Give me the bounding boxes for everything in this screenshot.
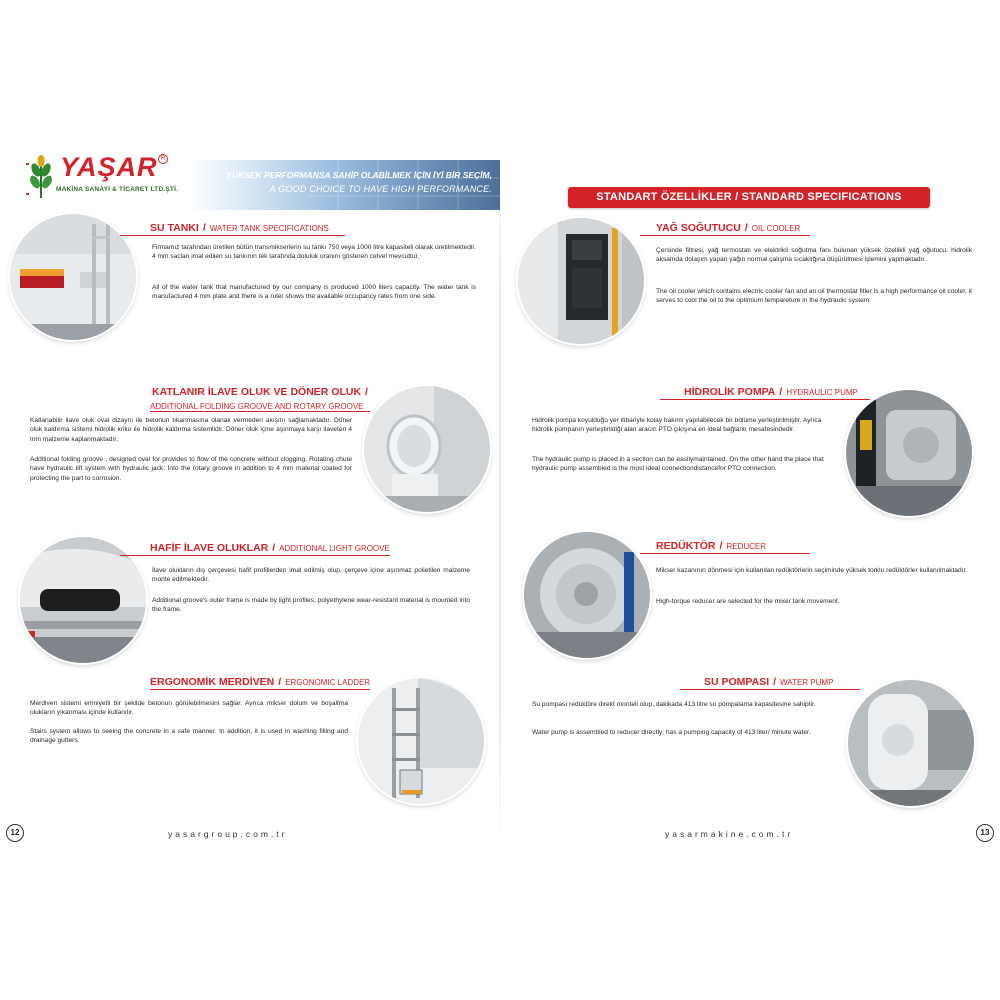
water-pump-photo — [848, 680, 974, 806]
oil-cooler-text-tr: Çersinde filtresi, yağ termostatı ve elektrikli soğutma fanı bulunan yüksek özellikli yağ oğutucu, hidrolik aksamda dolaşım yapan yağın normal çalışma sıcaklığına düşürülmesi işlemini yapmaktadır. — [656, 247, 972, 264]
logo-brand-text: YAŞAR — [60, 152, 158, 182]
registered-mark: R — [158, 154, 168, 164]
section-underline — [640, 553, 810, 554]
light-groove-text-tr: İlave olukların dış çerçevesi hafif profillerden imal edilmiş olup, çerçeve içine aşınmaz polietilen malzeme monte edilmektedir. — [152, 567, 470, 584]
ladder-photo — [358, 678, 484, 804]
water-pump-text-en: Water pump is assembled to reducer directly; has a pumping capacity of 413 liter/ minute water. — [532, 729, 811, 736]
section-underline — [680, 689, 860, 690]
water-tank-photo — [10, 214, 136, 340]
section-title-oil-cooler: YAĞ SOĞUTUCU / OIL COOLER — [656, 222, 801, 234]
water-tank-text-tr: Firmamız tarafından üretilen bütün transmikserlerin su tankı 750 veya 1000 litre kapasiteli olarak üretilmektedir. 4 mm saclan imal edilen su tankının tek tarafında doluluk oranını gösteren cetvel mevcuttur. — [152, 244, 476, 261]
logo-company-name: MAKİNA SANAYİ & TİCARET LTD.ŞTİ. — [56, 186, 179, 193]
water-pump-text-tr: Su pompası redüktöre direkt monteli olup, dakikada 413 litre su pompalama kapasitesine sahiptir. — [532, 701, 816, 708]
header-banner — [188, 160, 500, 210]
section-underline — [150, 689, 370, 690]
section-title-water-pump: SU POMPASI / WATER PUMP — [704, 676, 834, 688]
standard-specifications-heading: STANDART ÖZELLİKLER / STANDARD SPECIFICATIONS — [568, 187, 930, 208]
folding-groove-text-tr: Katlanabilir ilave oluk oval dizaynı ile betonun tıkanmasına olanak vermeden akışını sağlamaktadır. Döner oluk kaldırma sistemi hidrolik kriko ile hidrolik kaldırma sistemlidir. Döner oluk içine aşınmaya karşı ilaveten 4 mm malzeme kaplanmaktadır. — [30, 417, 352, 443]
section-underline — [120, 235, 345, 236]
folding-groove-text-en: Additional folding groove , designed oval for provides to flow of the concrete without clogging. Rotating chute have hydraulic lift system with hydraulic jack. Into the rotary groove in addition to 4 mm material coated for protecting the part to corrosion. — [30, 456, 352, 482]
page-number-left: 12 — [6, 824, 24, 842]
section-subtitle-folding-groove: ADDITIONAL FOLDİNG GROOVE AND ROTARY GROOVE — [150, 402, 364, 411]
hydraulic-pump-text-en: The hydraulic pump is placed in a section can be easilymaintained. On the other hand the place that hydraulic pump assembled is the most ideal connectiondistancefor PTO connection. — [532, 456, 824, 473]
section-title-hydraulic-pump: HİDROLİK POMPA / HYDRAULIC PUMP — [684, 386, 858, 398]
company-logo — [26, 150, 181, 205]
section-underline — [660, 399, 870, 400]
section-title-water-tank: SU TANKI / WATER TANK SPECIFICATIONS — [150, 222, 329, 234]
reducer-text-tr: Mikser kazanının dönmesi için kullanılan redüktörlerin seçiminde yüksek torklu redüktörler kullanılmaktadır. — [656, 567, 968, 574]
oil-cooler-text-en: The oil cooler which contains electric cooler fan and an oil thermostat fitler is a high performance oil cooler, it serves to cool the oil to the optimium tempareture in the hydraulic system. — [656, 288, 972, 305]
banner-line-tr: YÜKSEK PERFORMANSA SAHİP OLABİLMEK İÇİN İYİ BİR SEÇİM, — [226, 170, 492, 180]
reducer-text-en: High-torque reducer are selected for the mixer tank movement. — [656, 598, 840, 605]
section-underline — [120, 555, 390, 556]
page-spine — [499, 150, 501, 850]
light-groove-text-en: Additional groove's outer frame is made by light profiles, polyethylene wear-resistant material is mounted into the frame. — [152, 597, 470, 614]
folding-groove-photo — [364, 386, 490, 512]
water-tank-text-en: All of the water tank that manufactured by our company is produced 1000 liters capacity. The water tank is manufactured 4 mm plate and there is a ruler shows the available occupancy rates from one side. — [152, 284, 476, 301]
section-title-light-groove: HAFİF İLAVE OLUKLAR / ADDITIONAL LIGHT GROOVE — [150, 542, 390, 554]
hydraulic-pump-text-tr: Hidrolik pompa koyulduğu yer itibariyle kolay bakımı yapılabilecek bir bölüme yerleştirilmiştir. Ayrıca hidrolik pompanın yerleştirildiği alan aracın PTO çıkışına en ideal bağlantı mesafesindedir. — [532, 417, 822, 434]
section-underline — [150, 411, 370, 412]
hydraulic-pump-photo — [846, 390, 972, 516]
oil-cooler-photo — [518, 218, 644, 344]
section-title-reducer: REDÜKTÖR / REDUCER — [656, 540, 766, 552]
ladder-text-tr: Merdiven sistemi emniyetli bir şekilde betonun görülebilmesini sağlar. Ayrıca mikser dolum ve boşaltma olukların yıkanması içinde kullanılır. — [30, 700, 348, 717]
ladder-text-en: Stairs system allows to seeing the concrete in a safe manner. In addition, it is used in washing filling and drainage gutters. — [30, 728, 348, 745]
footer-url-left[interactable]: yasargroup.com.tr — [168, 829, 288, 839]
footer-url-right[interactable]: yasarmakine.com.tr — [665, 829, 794, 839]
section-title-ladder: ERGONOMİK MERDİVEN / ERGONOMIC LADDER — [150, 676, 371, 688]
wheat-logo-icon — [26, 154, 56, 198]
section-title-folding-groove: KATLANIR İLAVE OLUK VE DÖNER OLUK / — [152, 386, 368, 398]
section-underline — [640, 235, 810, 236]
page-number-right: 13 — [976, 824, 994, 842]
reducer-photo — [524, 532, 650, 658]
banner-line-en: A GOOD CHOICE TO HAVE HIGH PERFORMANCE. — [269, 184, 492, 194]
